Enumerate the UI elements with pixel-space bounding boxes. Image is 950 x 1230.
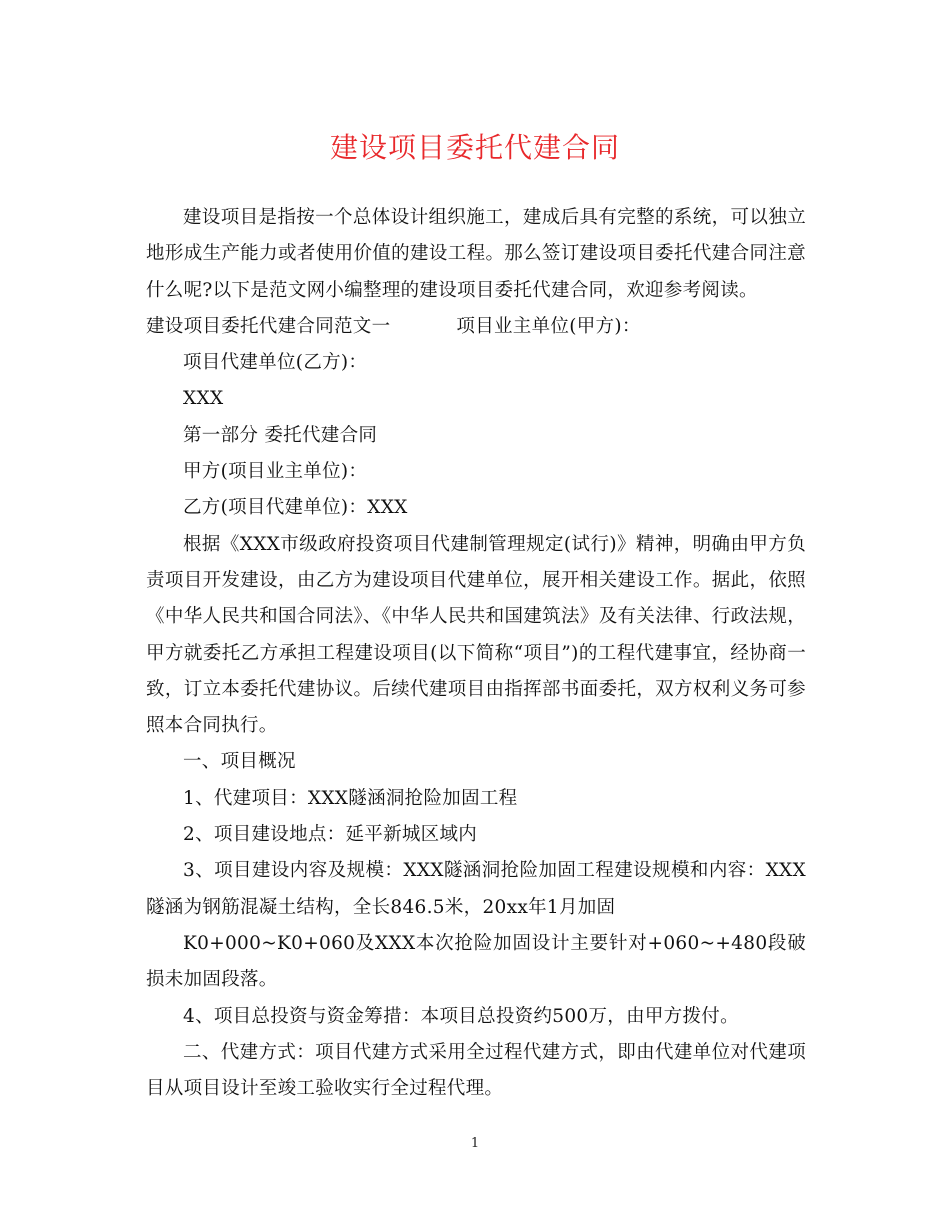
part-one-heading: 第一部分 委托代建合同 — [183, 424, 378, 446]
item-1: 1、代建项目：XXX隧涵洞抢险加固工程 — [183, 787, 518, 809]
agent-unit-label: 项目代建单位(乙方)： — [183, 352, 368, 374]
sample-heading: 建设项目委托代建合同范文一 — [146, 315, 391, 337]
page-number: 1 — [470, 1136, 480, 1151]
sample-heading-row — [146, 309, 806, 345]
section-1-title: 一、项目概况 — [183, 751, 296, 773]
owner-unit-label: 项目业主单位(甲方)： — [456, 315, 641, 337]
xxx-line: XXX — [183, 388, 224, 410]
document-body — [146, 200, 806, 1107]
spacer — [390, 309, 456, 345]
section-2-paragraph: 二、代建方式：项目代建方式采用全过程代建方式，即由代建单位对代建项目从项目设计至竣工验收实行全过程代理。 — [146, 1041, 806, 1100]
item-4: 4、项目总投资与资金筹措：本项目总投资约500万，由甲方拨付。 — [183, 1005, 739, 1027]
party-b-line: 乙方(项目代建单位)：XXX — [183, 497, 408, 519]
intro-paragraph: 建设项目是指按一个总体设计组织施工，建成后具有完整的系统，可以独立地形成生产能力或者使用价值的建设工程。那么签订建设项目委托代建合同注意什么呢?以下是范文网小编整理的建设项目委托代建合同，欢迎参考阅读。 — [146, 207, 806, 301]
item-3: 3、项目建设内容及规模：XXX隧涵洞抢险加固工程建设规模和内容：XXX隧涵为钢筋混凝土结构，全长846.5米，20xx年1月加固 — [146, 860, 806, 918]
basis-paragraph: 根据《XXX市级政府投资项目代建制管理规定(试行)》精神，明确由甲方负责项目开发建设，由乙方为建设项目代建单位，展开相关建设工作。据此，依照《中华人民共和国合同法》、《中华人民共和国建筑法》及有关法律、行政法规，甲方就委托乙方承担工程建设项目(以下简称“项目”)的工程代建事宜，经协商一致，订立本委托代建协议。后续代建项目由指挥部书面委托，双方权利义务可参照本合同执行。 — [146, 533, 806, 737]
document-title: 建设项目委托代建合同 — [329, 131, 620, 164]
item-2: 2、项目建设地点：延平新城区域内 — [183, 824, 478, 846]
item-3-continued: K0+000~K0+060及XXX本次抢险加固设计主要针对+060~+480段破损未加固段落。 — [146, 932, 806, 991]
party-a-line: 甲方(项目业主单位)： — [183, 461, 368, 483]
